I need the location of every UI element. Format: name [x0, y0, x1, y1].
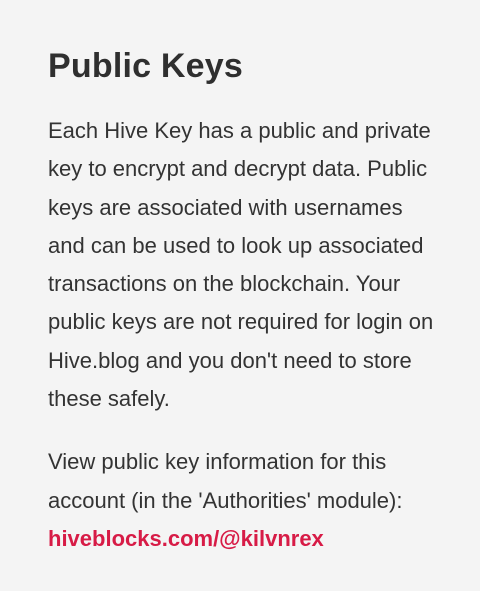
section-title: Public Keys — [48, 47, 243, 85]
view-info-paragraph — [48, 443, 436, 558]
hiveblocks-account-link[interactable]: hiveblocks.com/@kilvnrex — [48, 525, 324, 551]
public-keys-description: Each Hive Key has a public and private key to encrypt and decrypt data. Public keys are associated with usernames and can be used to look up associated transactions on the blockchain. Your public keys are not required for login on Hive.blog and you don't need to store these safely. — [48, 118, 434, 412]
view-info-text: View public key information for this account (in the 'Authorities' module): — [48, 449, 403, 513]
